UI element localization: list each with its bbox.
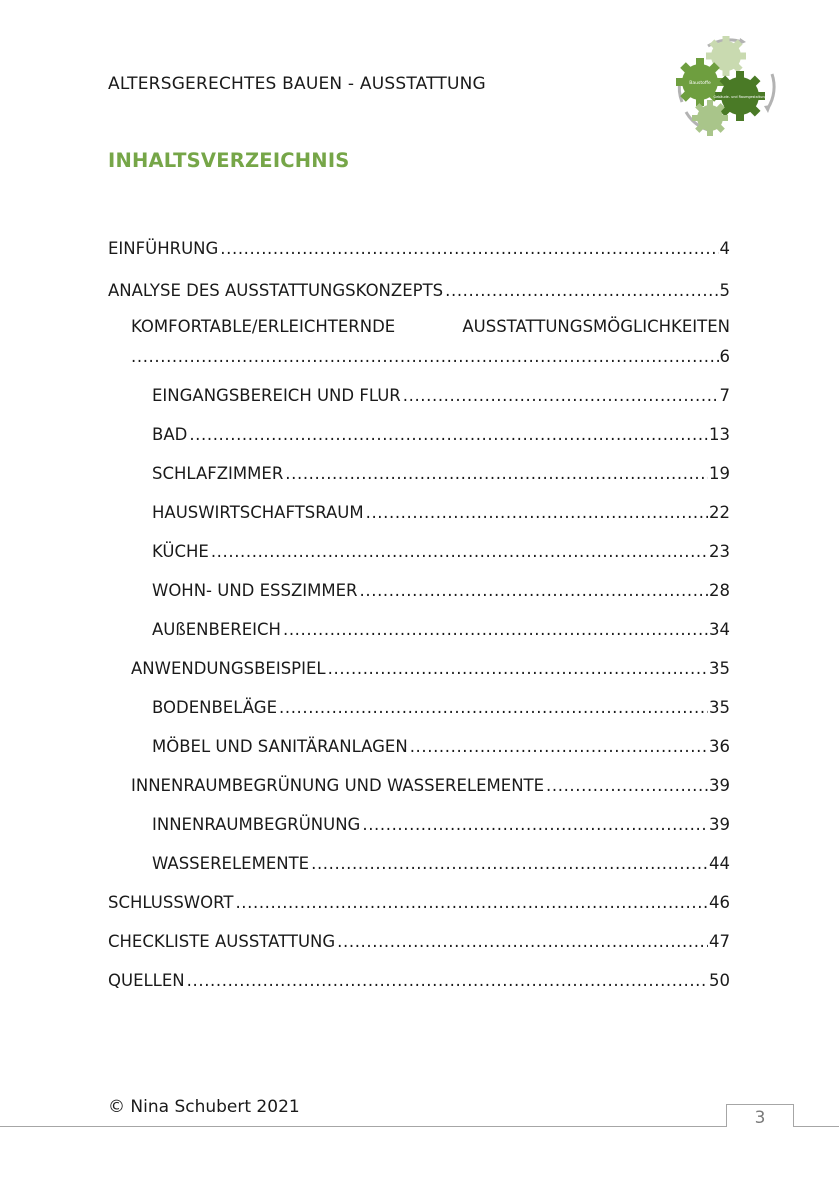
toc-entry-checkliste[interactable] [108, 932, 730, 954]
toc-entry-label: QUELLEN [108, 971, 185, 990]
toc-entry-page: 46 [709, 893, 730, 912]
toc-entry-komfortable-label[interactable] [131, 317, 730, 337]
toc-entry-schlafzimmer[interactable] [152, 464, 730, 486]
toc-entry-label: WOHN- UND ESSZIMMER [152, 581, 358, 600]
toc-entry-analyse[interactable] [108, 281, 730, 303]
logo-text-baustoffe: Baustoffe [689, 81, 711, 86]
toc-leader-dots [279, 698, 708, 718]
toc-entry-wohn-esszimmer[interactable] [152, 581, 730, 603]
toc-entry-label: INNENRAUMBEGRÜNUNG [152, 815, 361, 834]
toc-entry-page: 36 [709, 737, 730, 756]
toc-entry-page: 22 [709, 503, 730, 522]
toc-leader-dots [283, 620, 708, 640]
toc-entry-page: 28 [709, 581, 730, 600]
toc-entry-wasserelemente[interactable] [152, 854, 730, 876]
toc-entry-label: INNENRAUMBEGRÜNUNG UND WASSERELEMENTE [131, 776, 545, 795]
toc-leader-dots [211, 542, 708, 562]
toc-entry-kueche[interactable] [152, 542, 730, 564]
toc-leader-dots [366, 503, 708, 523]
toc-leader-dots [311, 854, 708, 874]
toc-entry-page: 39 [709, 815, 730, 834]
toc-entry-label: BODENBELÄGE [152, 698, 278, 717]
toc-leader-dots [220, 239, 718, 259]
toc-entry-label: AUßENBEREICH [152, 620, 281, 639]
toc-entry-label: WASSERELEMENTE [152, 854, 310, 873]
toc-leader-dots [362, 815, 708, 835]
toc-leader-dots [187, 971, 708, 991]
running-header-title: ALTERSGERECHTES BAUEN - AUSSTATTUNG [108, 74, 486, 94]
toc-leader-dots [337, 932, 708, 952]
toc-entry-label-part1: KOMFORTABLE/ERLEICHTERNDE [131, 317, 396, 336]
toc-entry-label: ANALYSE DES AUSSTATTUNGSKONZEPTS [108, 281, 444, 300]
toc-leader-dots [285, 464, 708, 484]
toc-entry-label: MÖBEL UND SANITÄRANLAGEN [152, 737, 408, 756]
toc-entry-page: 13 [709, 425, 730, 444]
toc-entry-page: 7 [719, 386, 730, 405]
toc-leader-dots [235, 893, 708, 913]
toc-leader-dots [546, 776, 708, 796]
page-number: 3 [754, 1108, 766, 1128]
toc-entry-einfuehrung[interactable] [108, 239, 730, 261]
toc-entry-label: KÜCHE [152, 542, 209, 561]
footer-copyright: © Nina Schubert 2021 [108, 1097, 300, 1117]
toc-leader-dots [360, 581, 708, 601]
toc-entry-page: 23 [709, 542, 730, 561]
toc-entry-page: 4 [719, 239, 730, 258]
logo-text-gestaltung: Gebäude- und Raumgestaltung [713, 95, 767, 99]
toc-entry-anwendungsbeispiel[interactable] [131, 659, 730, 681]
toc-entry-bodenbelaege[interactable] [152, 698, 730, 720]
toc-leader-dots [189, 425, 708, 445]
toc-entry-innenraumbegruenung-wasser[interactable] [131, 776, 730, 798]
toc-entry-aussenbereich[interactable] [152, 620, 730, 642]
toc-entry-label: HAUSWIRTSCHAFTSRAUM [152, 503, 364, 522]
toc-entry-label: BAD [152, 425, 188, 444]
toc-entry-label: SCHLAFZIMMER [152, 464, 284, 483]
toc-leader-dots [410, 737, 708, 757]
toc-entry-label: SCHLUSSWORT [108, 893, 234, 912]
toc-entry-komfortable[interactable] [131, 347, 730, 369]
toc-entry-label-part2: AUSSTATTUNGSMÖGLICHKEITEN [462, 317, 730, 336]
toc-entry-page: 19 [709, 464, 730, 483]
toc-entry-quellen[interactable] [108, 971, 730, 993]
toc-entry-eingangsbereich[interactable] [152, 386, 730, 408]
toc-entry-page: 35 [709, 698, 730, 717]
toc-entry-page: 44 [709, 854, 730, 873]
toc-entry-page: 50 [709, 971, 730, 990]
toc-entry-page: 5 [719, 281, 730, 300]
toc-entry-page: 34 [709, 620, 730, 639]
footer-rule [0, 1126, 839, 1127]
toc-entry-schlusswort[interactable] [108, 893, 730, 915]
toc-entry-label: EINFÜHRUNG [108, 239, 219, 258]
toc-leader-dots [328, 659, 708, 679]
toc-leader-dots [445, 281, 718, 301]
toc-entry-label: CHECKLISTE AUSSTATTUNG [108, 932, 336, 951]
toc-leader-dots [403, 386, 719, 406]
toc-entry-moebel-sanitaer[interactable] [152, 737, 730, 759]
toc-entry-page: 47 [709, 932, 730, 951]
gears-logo-icon [668, 34, 780, 138]
toc-entry-hauswirtschaftsraum[interactable] [152, 503, 730, 525]
toc-leader-dots [131, 347, 719, 367]
toc-entry-label: ANWENDUNGSBEISPIEL [131, 659, 326, 678]
toc-entry-page: 39 [709, 776, 730, 795]
toc-entry-label: EINGANGSBEREICH UND FLUR [152, 386, 401, 405]
toc-entry-page: 6 [719, 347, 730, 366]
toc-heading: INHALTSVERZEICHNIS [108, 149, 350, 172]
toc-entry-bad[interactable] [152, 425, 730, 447]
toc-entry-innenraumbegruenung[interactable] [152, 815, 730, 837]
toc-entry-page: 35 [709, 659, 730, 678]
